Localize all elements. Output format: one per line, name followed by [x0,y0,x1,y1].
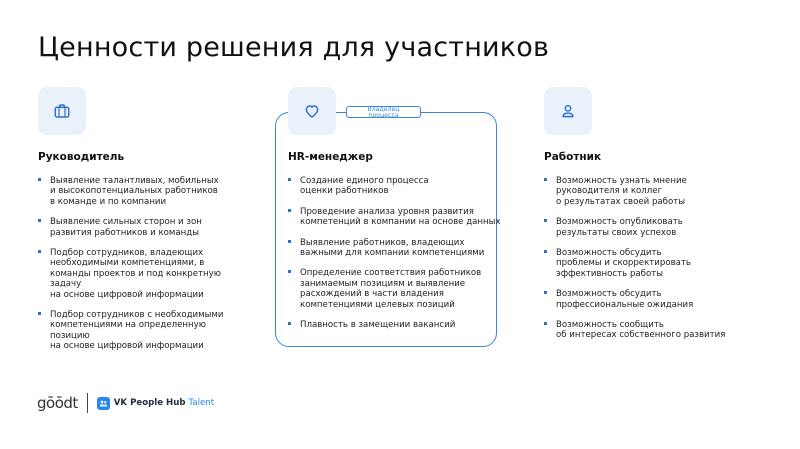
list-item: Возможность обсудить профессиональные ожидания [544,289,764,310]
icon-tile-employee [544,87,592,135]
footer-logos [37,393,214,413]
vk-people-hub-logo-text: VK People Hub [113,398,186,408]
list-item: Возможность обсудить проблемы и скорректировать эффективность работы [544,248,764,279]
hr-value-list [288,176,503,340]
icon-tile-manager [38,87,86,135]
manager-value-list [38,176,258,362]
goodt-logo: gōōdt [37,394,78,412]
list-item: Возможность сообщить об интересах собственного развития [544,320,764,341]
process-owner-badge: Владелец процесса [346,106,421,118]
list-item: Проведение анализа уровня развития компетенций в компании на основе данных [288,207,503,228]
column-heading-employee: Работник [544,151,602,163]
briefcase-icon [53,102,71,120]
list-item: Создание единого процесса оценки работников [288,176,503,197]
vk-talent-logo-text: Talent [188,398,215,408]
person-icon [559,102,577,120]
employee-value-list [544,176,764,351]
list-item: Определение соответствия работников занимаемым позициям и выявление расхождений в части владения компетенциями целевых позиций [288,268,503,310]
vk-people-icon [97,397,110,410]
page-title: Ценности решения для участников [38,32,550,63]
list-item: Возможность узнать мнение руководителя и коллег о результатах своей работы [544,176,764,207]
logo-divider [87,393,88,413]
list-item: Плавность в замещении вакансий [288,320,503,330]
heart-icon [303,102,321,120]
list-item: Подбор сотрудников с необходимыми компетенциями на определенную позицию на основе цифровой информации [38,310,258,352]
list-item: Выявление сильных сторон и зон развития работников и команды [38,217,258,238]
icon-tile-hr [288,87,336,135]
column-heading-manager: Руководитель [38,151,125,163]
list-item: Возможность опубликовать результаты своих успехов [544,217,764,238]
list-item: Подбор сотрудников, владеющих необходимыми компетенциями, в команды проектов и под конкретную задачу на основе цифровой информации [38,248,258,300]
list-item: Выявление талантливых, мобильных и высокопотенциальных работников в команде и по компании [38,176,258,207]
list-item: Выявление работников, владеющих важными для компании компетенциями [288,238,503,259]
column-heading-hr: HR-менеджер [288,151,373,163]
